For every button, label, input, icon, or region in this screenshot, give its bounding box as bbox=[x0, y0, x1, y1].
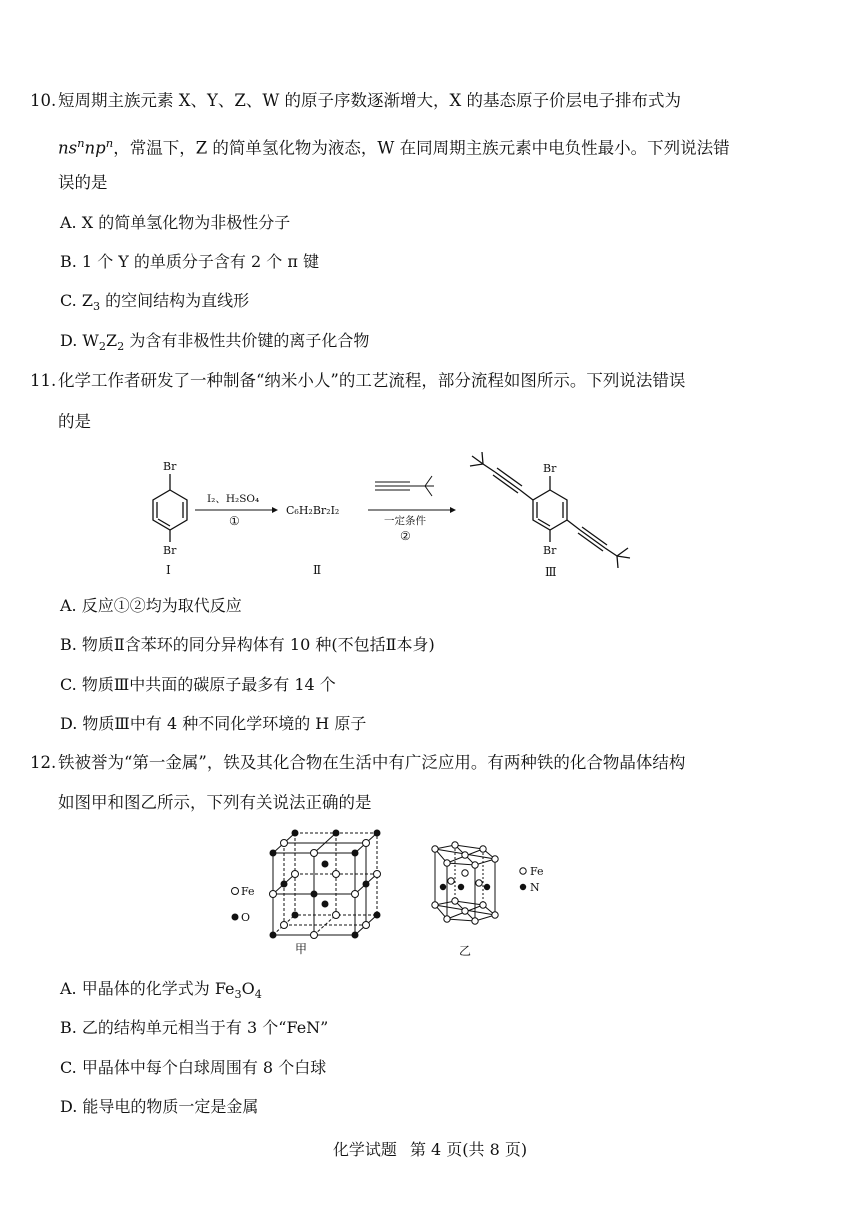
label-jia: 甲 bbox=[295, 942, 308, 956]
footer-page-number: 第 4 页(共 8 页) bbox=[409, 1140, 528, 1159]
question-12-option-c[interactable]: C. 甲晶体中每个白球周围有 8 个白球 bbox=[60, 1058, 327, 1077]
legend-jia-o: O bbox=[241, 911, 251, 924]
compound-iii-br-top: Br bbox=[543, 462, 557, 475]
legend-yi-n: N bbox=[530, 881, 540, 894]
question-12-number: 12. bbox=[30, 753, 57, 772]
step-2-label: ② bbox=[400, 529, 411, 543]
reaction-scheme bbox=[120, 450, 680, 585]
question-11-option-c[interactable]: C. 物质Ⅲ中共面的碳原子最多有 14 个 bbox=[60, 675, 336, 694]
crystal-yi-atoms bbox=[432, 842, 498, 924]
question-11-stem-line2: 的是 bbox=[58, 412, 91, 431]
legend-jia-fe-marker bbox=[232, 888, 239, 895]
compound-iii-br-bottom: Br bbox=[543, 544, 557, 557]
compound-i-br-top: Br bbox=[163, 460, 177, 473]
question-11-option-d[interactable]: D. 物质Ⅲ中有 4 种不同化学环境的 H 原子 bbox=[60, 714, 367, 733]
reagent-alkyne-structure bbox=[375, 476, 434, 496]
page-footer bbox=[0, 1137, 860, 1160]
question-10-option-c[interactable]: C. $Z_3$ 的空间结构为直线形 bbox=[60, 291, 250, 314]
legend-yi-fe: Fe bbox=[530, 865, 544, 878]
question-12-option-d[interactable]: D. 能导电的物质一定是金属 bbox=[60, 1097, 259, 1116]
condition-step-2: 一定条件 bbox=[384, 515, 426, 527]
question-10-option-d[interactable]: D. $W_2Z_2$ 为含有非极性共价键的离子化合物 bbox=[60, 331, 370, 354]
question-10-number: 10. bbox=[30, 91, 57, 110]
legend-yi-fe-marker bbox=[520, 868, 526, 874]
reagent-step-1: I₂、H₂SO₄ bbox=[207, 493, 260, 505]
label-compound-ii: Ⅱ bbox=[313, 563, 322, 577]
question-11-option-b[interactable]: B. 物质Ⅱ含苯环的同分异构体有 10 种(不包括Ⅱ本身) bbox=[60, 635, 435, 654]
question-12-stem-line2: 如图甲和图乙所示，下列有关说法正确的是 bbox=[58, 793, 372, 812]
intermediate-formula: C₆H₂Br₂I₂ bbox=[286, 504, 340, 517]
crystal-jia-atoms bbox=[270, 830, 381, 939]
question-10-stem-line2: $ns^nnp^n$，常温下，Z 的简单氢化物为液态，W 在同周期主族元素中电负性最小。下列说法错 bbox=[58, 136, 730, 158]
step-1-label: ① bbox=[229, 514, 240, 528]
compound-i-br-bottom: Br bbox=[163, 544, 177, 557]
label-yi: 乙 bbox=[459, 944, 472, 958]
question-11-number: 11. bbox=[30, 371, 57, 390]
compound-i-structure bbox=[153, 474, 187, 542]
crystal-jia bbox=[273, 833, 377, 935]
legend-jia-o-marker bbox=[232, 914, 239, 921]
question-10-stem-line1: 短周期主族元素 X、Y、Z、W 的原子序数逐渐增大，X 的基态原子价层电子排布式为 bbox=[58, 91, 682, 110]
question-10-stem-line3: 误的是 bbox=[58, 173, 108, 192]
legend-jia-fe: Fe bbox=[241, 885, 255, 898]
question-10-option-a[interactable]: A. X 的简单氢化物为非极性分子 bbox=[60, 213, 291, 232]
footer-subject: 化学试题 bbox=[332, 1140, 397, 1159]
question-10-option-b[interactable]: B. 1 个 Y 的单质分子含有 2 个 π 键 bbox=[60, 252, 319, 271]
question-12-option-b[interactable]: B. 乙的结构单元相当于有 3 个“FeN” bbox=[60, 1018, 329, 1037]
label-compound-i: I bbox=[166, 563, 171, 577]
legend-yi-n-marker bbox=[520, 884, 526, 890]
question-11-option-a[interactable]: A. 反应①②均为取代反应 bbox=[60, 596, 242, 615]
label-compound-iii: Ⅲ bbox=[545, 565, 557, 579]
question-11-stem-line1: 化学工作者研发了一种制备“纳米小人”的工艺流程，部分流程如图所示。下列说法错误 bbox=[58, 371, 686, 390]
question-12-stem-line1: 铁被誉为“第一金属”，铁及其化合物在生活中有广泛应用。有两种铁的化合物晶体结构 bbox=[58, 753, 686, 772]
crystal-structures-figure bbox=[225, 825, 565, 960]
question-12-option-a[interactable]: A. 甲晶体的化学式为 $Fe_3O_4$ bbox=[60, 979, 262, 1002]
